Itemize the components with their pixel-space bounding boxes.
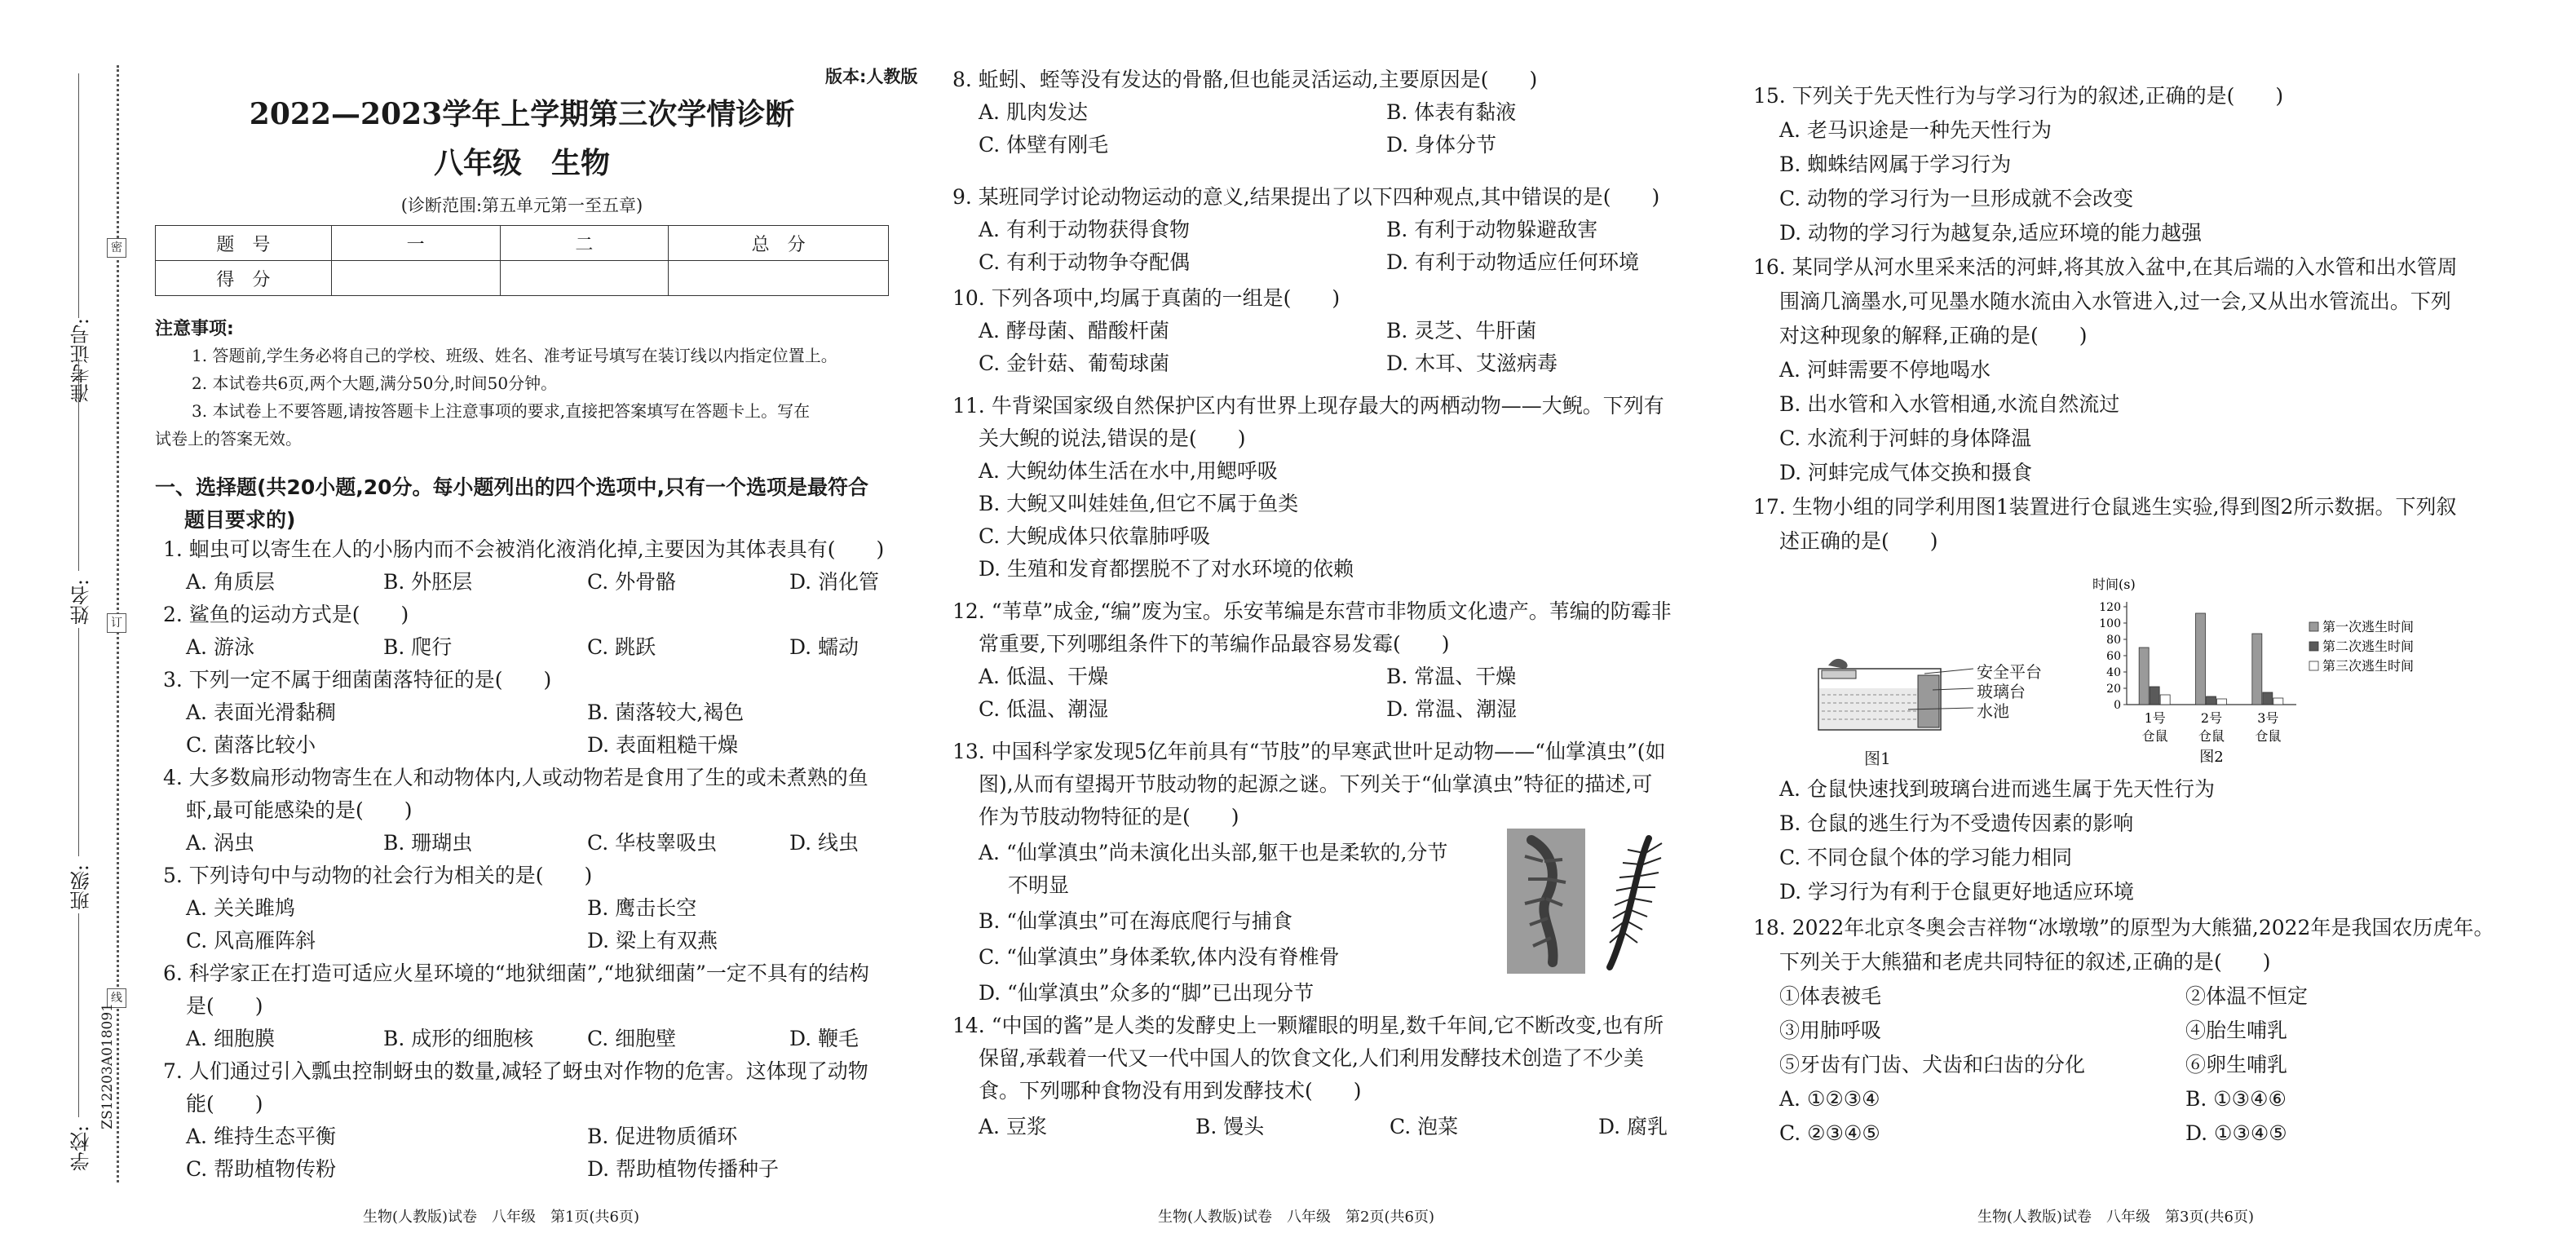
question-6-stem: 6. 科学家正在打造可适应火星环境的“地狱细菌”,“地狱细菌”一定不具有的结构 bbox=[163, 961, 869, 985]
question-13-stem-cont: 作为节肢动物特征的是( ) bbox=[979, 805, 1239, 829]
question-13-option-c[interactable]: C. “仙掌滇虫”身体柔软,体内没有脊椎骨 bbox=[979, 945, 1340, 969]
question-15-option-d[interactable]: D. 动物的学习行为越复杂,适应环境的能力越强 bbox=[1779, 221, 2202, 245]
chart-y-tick-label: 120 bbox=[2099, 601, 2121, 614]
chart-y-tick-label: 60 bbox=[2106, 650, 2121, 663]
question-7-option-c[interactable]: C. 帮助植物传粉 bbox=[186, 1157, 337, 1181]
question-14-stem: 14. “中国的酱”是人类的发酵史上一颗耀眼的明星,数千年间,它不断改变,也有所 bbox=[952, 1014, 1664, 1037]
question-5-option-c[interactable]: C. 风高雁阵斜 bbox=[186, 929, 316, 952]
question-1-option-b[interactable]: B. 外胚层 bbox=[383, 570, 473, 594]
chart-bar bbox=[2207, 696, 2216, 705]
chart-x-tick-label: 仓鼠 bbox=[2141, 728, 2168, 744]
question-16-option-b[interactable]: B. 出水管和入水管相通,水流自然流过 bbox=[1779, 392, 2120, 416]
chart-legend-label: 第三次逃生时间 bbox=[2322, 658, 2415, 674]
question-12-stem: 12. “苇草”成金,“编”废为宝。乐安苇编是东营市非物质文化遗产。苇编的防霉非 bbox=[952, 599, 1672, 623]
question-6-option-d[interactable]: D. 鞭毛 bbox=[789, 1027, 859, 1050]
xianzhang-dianchong-drawing-icon bbox=[1592, 829, 1673, 974]
question-5-stem: 5. 下列诗句中与动物的社会行为相关的是( ) bbox=[163, 864, 593, 887]
question-5-option-b[interactable]: B. 鹰击长空 bbox=[587, 896, 697, 920]
question-18-option-d[interactable]: D. ①③④⑤ bbox=[2185, 1121, 2287, 1145]
question-8-stem: 8. 蚯蚓、蛭等没有发达的骨骼,但也能灵活运动,主要原因是( ) bbox=[952, 68, 1538, 91]
question-14-stem-cont: 保留,承载着一代又一代中国人的饮食文化,人们利用发酵技术创造了不少美 bbox=[979, 1046, 1644, 1070]
seal-mark-mi bbox=[107, 238, 126, 258]
question-18-option-b[interactable]: B. ①③④⑥ bbox=[2185, 1087, 2287, 1111]
question-16-stem-cont: 围滴几滴墨水,可见墨水随水流由入水管进入,过一会,又从出水管流出。下列 bbox=[1779, 290, 2451, 313]
question-6-option-c[interactable]: C. 细胞壁 bbox=[587, 1027, 677, 1050]
score-header-cell: 题 号 bbox=[156, 226, 332, 261]
question-18-stem-cont: 下列关于大熊猫和老虎共同特征的叙述,正确的是( ) bbox=[1779, 950, 2271, 974]
question-17-option-b[interactable]: B. 仓鼠的逃生行为不受遗传因素的影响 bbox=[1779, 811, 2134, 835]
question-10-option-d[interactable]: D. 木耳、艾滋病毒 bbox=[1386, 351, 1558, 375]
question-3-option-b[interactable]: B. 菌落较大,褐色 bbox=[587, 701, 745, 724]
question-11-option-b[interactable]: B. 大鲵又叫娃娃鱼,但它不属于鱼类 bbox=[979, 492, 1299, 515]
question-16-stem-cont: 对这种现象的解释,正确的是( ) bbox=[1779, 324, 2088, 347]
question-11-option-c[interactable]: C. 大鲵成体只依靠肺呼吸 bbox=[979, 524, 1211, 548]
question-4-option-a[interactable]: A. 涡虫 bbox=[186, 831, 254, 855]
exam-subtitle: 八年级 生物 bbox=[433, 146, 610, 180]
question-3-option-d[interactable]: D. 表面粗糙干燥 bbox=[587, 733, 739, 757]
question-14-stem-cont: 食。下列哪种食物没有用到发酵技术( ) bbox=[979, 1079, 1362, 1103]
question-5-option-d[interactable]: D. 梁上有双燕 bbox=[587, 929, 718, 952]
notes-title: 注意事项: bbox=[155, 319, 234, 339]
chart-x-tick-label: 仓鼠 bbox=[2255, 728, 2282, 744]
chart-legend-label: 第二次逃生时间 bbox=[2322, 639, 2415, 654]
question-12-option-d[interactable]: D. 常温、潮湿 bbox=[1386, 697, 1518, 721]
question-2-option-a[interactable]: A. 游泳 bbox=[186, 635, 254, 659]
question-16-option-a[interactable]: A. 河蚌需要不停地喝水 bbox=[1779, 358, 1991, 382]
question-17-option-a[interactable]: A. 仓鼠快速找到玻璃台进而逃生属于先天性行为 bbox=[1779, 777, 2215, 801]
question-15-stem: 15. 下列关于先天性行为与学习行为的叙述,正确的是( ) bbox=[1753, 84, 2284, 108]
seal-mark-mi-text: 密 bbox=[111, 241, 122, 254]
escape-time-bar-chart bbox=[2088, 571, 2446, 775]
question-6-option-a[interactable]: A. 细胞膜 bbox=[186, 1027, 275, 1050]
school-label: 学校: bbox=[70, 1125, 93, 1172]
question-15-option-b[interactable]: B. 蜘蛛结网属于学习行为 bbox=[1779, 152, 2012, 176]
chart-legend-swatch bbox=[2309, 622, 2318, 631]
question-7-stem-cont: 能( ) bbox=[186, 1092, 263, 1116]
question-18-stem: 18. 2022年北京冬奥会吉祥物“冰墩墩”的原型为大熊猫,2022年是我国农历虎年。 bbox=[1753, 916, 2494, 939]
question-4-option-b[interactable]: B. 珊瑚虫 bbox=[383, 831, 473, 855]
notes-item: 1. 答题前,学生务必将自己的学校、班级、姓名、准考证号填写在装订线以内指定位置上。 bbox=[192, 346, 837, 365]
chart-caption: 图2 bbox=[2199, 749, 2224, 766]
question-13-stem-cont: 图),从而有望揭开节肢动物的起源之谜。下列关于“仙掌滇虫”特征的描述,可 bbox=[979, 772, 1653, 796]
question-15-option-a[interactable]: A. 老马识途是一种先天性行为 bbox=[1779, 118, 2052, 142]
school-field-line bbox=[78, 913, 79, 1117]
question-13-option-a-cont: 不明显 bbox=[1008, 873, 1070, 897]
chart-y-tick-label: 40 bbox=[2106, 666, 2121, 679]
question-8-option-a[interactable]: A. 肌肉发达 bbox=[979, 100, 1088, 124]
question-18-statement-4: ④胎生哺乳 bbox=[2185, 1019, 2288, 1042]
name-label: 姓名: bbox=[70, 579, 93, 625]
notes-item: 2. 本试卷共6页,两个大题,满分50分,时间50分钟。 bbox=[192, 373, 558, 393]
edition-label: 版本:人教版 bbox=[825, 67, 918, 86]
class-field-line bbox=[78, 628, 79, 856]
question-13-option-a[interactable]: A. “仙掌滇虫”尚未演化出头部,躯干也是柔软的,分节 bbox=[979, 841, 1448, 864]
score-row-label: 得 分 bbox=[156, 261, 332, 296]
paper-code: ZS12203A018091 bbox=[99, 1003, 116, 1129]
question-13-option-d[interactable]: D. “仙掌滇虫”众多的“脚”已出现分节 bbox=[979, 981, 1315, 1005]
chart-bar bbox=[2263, 692, 2273, 705]
chart-legend-swatch bbox=[2309, 661, 2318, 670]
figure-1-label-platform: 安全平台 bbox=[1977, 662, 2042, 682]
question-8-option-c[interactable]: C. 体壁有刚毛 bbox=[979, 133, 1109, 157]
question-18-statement-2: ②体温不恒定 bbox=[2185, 984, 2309, 1008]
question-13-option-b[interactable]: B. “仙掌滇虫”可在海底爬行与捕食 bbox=[979, 909, 1292, 933]
question-11-stem-cont: 关大鲵的说法,错误的是( ) bbox=[979, 427, 1246, 450]
question-18-statement-3: ③用肺呼吸 bbox=[1779, 1019, 1882, 1042]
question-16-option-d[interactable]: D. 河蚌完成气体交换和摄食 bbox=[1779, 461, 2033, 484]
figure-2-chart bbox=[2088, 571, 2446, 775]
score-header-cell: 一 bbox=[331, 226, 500, 261]
exam-number-field-line bbox=[78, 73, 79, 318]
question-3-stem: 3. 下列一定不属于细菌菌落特征的是( ) bbox=[163, 668, 552, 692]
question-16-stem: 16. 某同学从河水里采来活的河蚌,将其放入盆中,在其后端的入水管和出水管周 bbox=[1753, 255, 2458, 279]
question-18-option-a[interactable]: A. ①②③④ bbox=[1779, 1087, 1880, 1111]
score-cell-2[interactable] bbox=[500, 261, 669, 296]
question-11-option-d[interactable]: D. 生殖和发育都摆脱不了对水环境的依赖 bbox=[979, 557, 1354, 581]
chart-y-tick-label: 80 bbox=[2106, 634, 2121, 647]
question-17-stem-cont: 述正确的是( ) bbox=[1779, 529, 1938, 553]
question-16-option-c[interactable]: C. 水流利于河蚌的身体降温 bbox=[1779, 427, 2032, 450]
score-table-header-row bbox=[156, 226, 889, 261]
score-table-score-row bbox=[156, 261, 889, 296]
score-header-cell: 二 bbox=[500, 226, 669, 261]
notes-item: 试卷上的答案无效。 bbox=[155, 429, 302, 449]
seal-mark-ding bbox=[107, 613, 126, 633]
question-10-option-a[interactable]: A. 酵母菌、醋酸杆菌 bbox=[979, 319, 1169, 343]
question-14-option-c[interactable]: C. 泡菜 bbox=[1390, 1115, 1459, 1138]
chart-y-tick-label: 0 bbox=[2114, 699, 2121, 712]
notes-item: 3. 本试卷上不要答题,请按答题卡上注意事项的要求,直接把答案填写在答题卡上。写在 bbox=[192, 401, 811, 421]
question-3-option-a[interactable]: A. 表面光滑黏稠 bbox=[186, 701, 336, 724]
question-2-option-b[interactable]: B. 爬行 bbox=[383, 635, 453, 659]
question-18-statement-1: ①体表被毛 bbox=[1779, 984, 1882, 1008]
question-7-option-a[interactable]: A. 维持生态平衡 bbox=[186, 1125, 336, 1148]
question-12-stem-cont: 常重要,下列哪组条件下的苇编作品最容易发霉( ) bbox=[979, 632, 1450, 656]
page-1-footer: 生物(人教版)试卷 八年级 第1页(共6页) bbox=[363, 1209, 639, 1226]
class-label: 班级: bbox=[70, 864, 93, 911]
question-12-option-c[interactable]: C. 低温、潮湿 bbox=[979, 697, 1109, 721]
question-9-option-b[interactable]: B. 有利于动物躲避敌害 bbox=[1386, 218, 1598, 241]
hamster-icon bbox=[1828, 659, 1848, 669]
question-6-stem-cont: 是( ) bbox=[186, 994, 263, 1018]
question-9-option-c[interactable]: C. 有利于动物争夺配偶 bbox=[979, 250, 1191, 274]
question-17-option-d[interactable]: D. 学习行为有利于仓鼠更好地适应环境 bbox=[1779, 880, 2135, 904]
question-1-option-a[interactable]: A. 角质层 bbox=[186, 570, 275, 594]
figure-1-label-pool: 水池 bbox=[1977, 701, 2009, 721]
question-4-stem-cont: 虾,最可能感染的是( ) bbox=[186, 798, 413, 822]
figure-1-caption: 图1 bbox=[1864, 749, 1891, 768]
question-8-option-b[interactable]: B. 体表有黏液 bbox=[1386, 100, 1517, 124]
question-4-option-c[interactable]: C. 华枝睾吸虫 bbox=[587, 831, 718, 855]
question-7-option-b[interactable]: B. 促进物质循环 bbox=[587, 1125, 738, 1148]
question-14-option-a[interactable]: A. 豆浆 bbox=[979, 1115, 1047, 1138]
chart-x-tick-label: 仓鼠 bbox=[2198, 728, 2225, 744]
question-10-option-b[interactable]: B. 灵芝、牛肝菌 bbox=[1386, 319, 1537, 343]
page-3-footer: 生物(人教版)试卷 八年级 第3页(共6页) bbox=[1977, 1209, 2254, 1226]
question-6-option-b[interactable]: B. 成形的细胞核 bbox=[383, 1027, 534, 1050]
chart-x-tick-label: 2号 bbox=[2200, 710, 2223, 726]
fossil-specimen-icon bbox=[1507, 829, 1585, 974]
question-4-stem: 4. 大多数扁形动物寄生在人和动物体内,人或动物若是食用了生的或未煮熟的鱼 bbox=[163, 766, 868, 789]
score-cell-1[interactable] bbox=[331, 261, 500, 296]
question-1-option-c[interactable]: C. 外骨骼 bbox=[587, 570, 677, 594]
seal-mark-xian-text: 线 bbox=[111, 992, 122, 1005]
question-14-option-b[interactable]: B. 馒头 bbox=[1195, 1115, 1265, 1138]
question-7-stem: 7. 人们通过引入瓢虫控制蚜虫的数量,减轻了蚜虫对作物的危害。这体现了动物 bbox=[163, 1059, 868, 1083]
question-11-option-a[interactable]: A. 大鲵幼体生活在水中,用鳃呼吸 bbox=[979, 459, 1278, 483]
chart-legend-label: 第一次逃生时间 bbox=[2322, 619, 2415, 634]
chart-y-axis-label: 时间(s) bbox=[2092, 577, 2136, 592]
page-2-footer: 生物(人教版)试卷 八年级 第2页(共6页) bbox=[1158, 1209, 1434, 1226]
question-13-stem: 13. 中国科学家发现5亿年前具有“节肢”的早寒武世叶足动物——“仙掌滇虫”(如 bbox=[952, 740, 1666, 763]
question-1-option-d[interactable]: D. 消化管 bbox=[789, 570, 880, 594]
score-table bbox=[155, 225, 889, 296]
question-9-option-d[interactable]: D. 有利于动物适应任何环境 bbox=[1386, 250, 1640, 274]
exam-number-label: 准考证号: bbox=[70, 318, 93, 404]
question-4-option-d[interactable]: D. 线虫 bbox=[789, 831, 859, 855]
question-5-option-a[interactable]: A. 关关雎鸠 bbox=[186, 896, 295, 920]
question-8-option-d[interactable]: D. 身体分节 bbox=[1386, 133, 1497, 157]
chart-x-tick-label: 1号 bbox=[2144, 710, 2166, 726]
question-2-option-d[interactable]: D. 蠕动 bbox=[789, 635, 859, 659]
question-1-stem: 1. 蛔虫可以寄生在人的小肠内而不会被消化液消化掉,主要因为其体表具有( ) bbox=[163, 537, 885, 561]
exam-scope: (诊断范围:第五单元第一至五章) bbox=[400, 196, 643, 215]
question-18-option-c[interactable]: C. ②③④⑤ bbox=[1779, 1121, 1880, 1145]
section1-title-cont: 题目要求的) bbox=[184, 508, 296, 532]
question-7-option-d[interactable]: D. 帮助植物传播种子 bbox=[587, 1157, 780, 1181]
chart-bar bbox=[2252, 634, 2262, 705]
chart-legend-swatch bbox=[2309, 642, 2318, 651]
question-14-option-d[interactable]: D. 腐乳 bbox=[1598, 1115, 1668, 1138]
section1-title: 一、选择题(共20小题,20分。每小题列出的四个选项中,只有一个选项是最符合 bbox=[155, 475, 869, 499]
figure-1-label-glass: 玻璃台 bbox=[1977, 682, 2026, 701]
chart-bar bbox=[2217, 699, 2227, 705]
question-18-statement-5: ⑤牙齿有门齿、犬齿和臼齿的分化 bbox=[1779, 1053, 2086, 1076]
chart-bar bbox=[2160, 695, 2170, 705]
chart-y-tick-label: 20 bbox=[2106, 683, 2121, 696]
question-11-stem: 11. 牛背梁国家级自然保护区内有世界上现存最大的两栖动物——大鲵。下列有 bbox=[952, 394, 1664, 418]
chart-y-tick-label: 100 bbox=[2099, 617, 2121, 630]
fossil-photo bbox=[1507, 829, 1585, 974]
chart-bar bbox=[2150, 687, 2159, 705]
question-17-option-c[interactable]: C. 不同仓鼠个体的学习能力相同 bbox=[1779, 846, 2073, 869]
seal-mark-ding-text: 订 bbox=[111, 617, 122, 630]
question-15-option-c[interactable]: C. 动物的学习行为一旦形成就不会改变 bbox=[1779, 187, 2134, 210]
question-9-option-a[interactable]: A. 有利于动物获得食物 bbox=[979, 218, 1190, 241]
question-18-statement-6: ⑥卵生哺乳 bbox=[2185, 1053, 2288, 1076]
question-17-stem: 17. 生物小组的同学利用图1装置进行仓鼠逃生实验,得到图2所示数据。下列叙 bbox=[1753, 495, 2457, 519]
chart-bar bbox=[2196, 613, 2206, 705]
name-field-line bbox=[78, 359, 79, 571]
chart-x-tick-label: 3号 bbox=[2257, 710, 2279, 726]
question-3-option-c[interactable]: C. 菌落比较小 bbox=[186, 733, 316, 757]
score-cell-total[interactable] bbox=[669, 261, 889, 296]
exam-title: 2022—2023学年上学期第三次学情诊断 bbox=[249, 97, 795, 131]
question-10-stem: 10. 下列各项中,均属于真菌的一组是( ) bbox=[952, 286, 1341, 310]
question-12-option-a[interactable]: A. 低温、干燥 bbox=[979, 665, 1108, 688]
question-10-option-c[interactable]: C. 金针菇、葡萄球菌 bbox=[979, 351, 1170, 375]
question-9-stem: 9. 某班同学讨论动物运动的意义,结果提出了以下四种观点,其中错误的是( ) bbox=[952, 185, 1660, 209]
fossil-drawing bbox=[1592, 829, 1673, 974]
score-header-cell: 总 分 bbox=[669, 226, 889, 261]
question-2-option-c[interactable]: C. 跳跃 bbox=[587, 635, 656, 659]
chart-bar bbox=[2273, 698, 2283, 705]
question-2-stem: 2. 鲨鱼的运动方式是( ) bbox=[163, 603, 409, 626]
question-12-option-b[interactable]: B. 常温、干燥 bbox=[1386, 665, 1517, 688]
chart-bar bbox=[2139, 648, 2149, 705]
